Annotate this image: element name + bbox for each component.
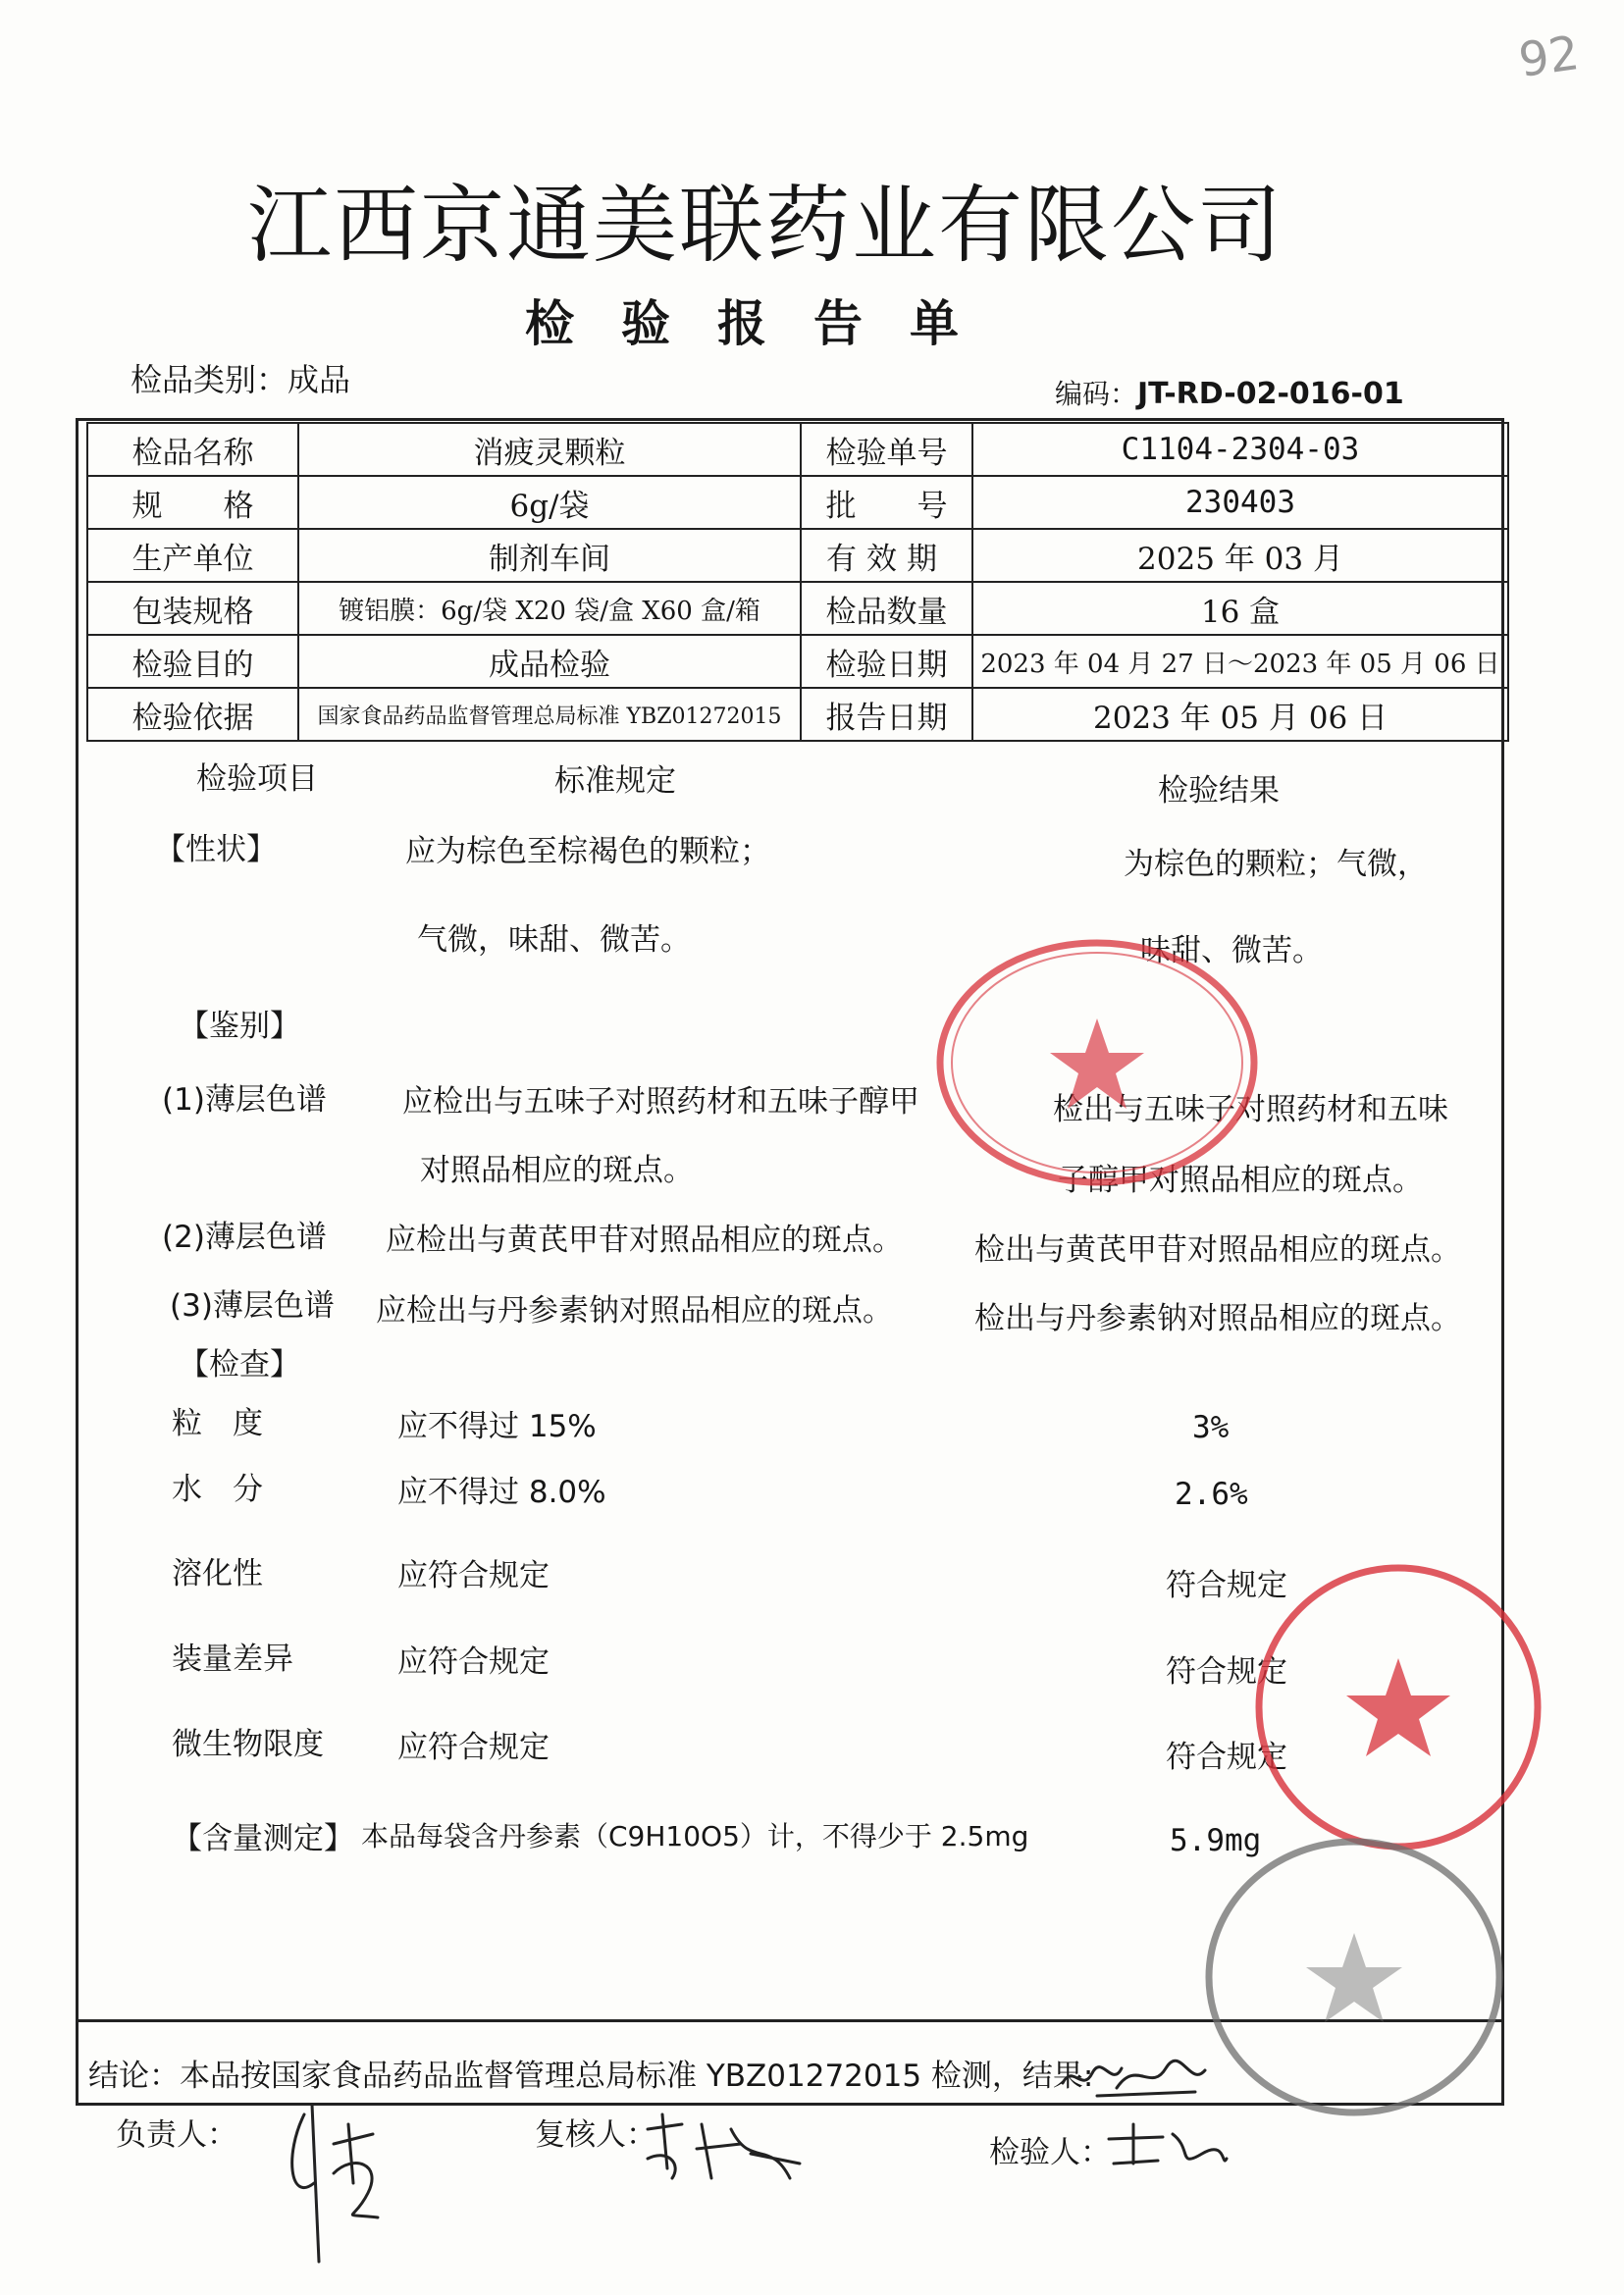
solubility-std: 应符合规定 [397,1558,550,1593]
inspection-title: 【检查】 [179,1347,300,1382]
table-row [87,423,1508,476]
producer-label: 生产单位 [87,529,298,582]
granularity-res: 3% [1192,1410,1230,1445]
table-row [87,635,1508,688]
header-standard: 标准规定 [554,763,676,799]
batch-label: 批 号 [801,476,972,529]
ident-1-std-2: 对照品相应的斑点。 [420,1153,694,1188]
expiry-label: 有效期 [801,529,972,582]
ident-3-name: (3)薄层色谱 [170,1288,335,1324]
responsible-signature [275,2095,402,2267]
ident-1-res-2: 子醇甲对照品相应的斑点。 [1058,1163,1423,1198]
inspector-label: 检验人： [989,2135,1111,2170]
identification-title: 【鉴别】 [179,1009,300,1044]
solubility-res: 符合规定 [1166,1568,1287,1603]
character-title: 【性状】 [155,832,277,867]
page-number: 92 [1515,26,1583,88]
gray-qc-seal-icon [1202,1835,1506,2119]
ident-1-res-1: 检出与五味子对照药材和五味 [1053,1092,1448,1127]
microbial-std: 应符合规定 [397,1730,550,1765]
company-qc-seal-icon [1251,1560,1545,1854]
character-std-2: 气微，味甜、微苦。 [417,922,691,958]
table-row [87,688,1508,741]
granularity-name: 粒 度 [172,1406,263,1441]
code-value: JT-RD-02-016-01 [1137,377,1404,411]
inspector-signature [1104,2119,1231,2178]
spec-label: 规 格 [87,476,298,529]
ident-2-name: (2)薄层色谱 [162,1220,327,1255]
spec-value: 6g/袋 [298,476,801,529]
test-date-value: 2023 年 04 月 27 日～2023 年 05 月 06 日 [972,635,1508,688]
product-name-label: 检品名称 [87,423,298,476]
moisture-res: 2.6% [1175,1477,1248,1512]
document-code [1055,373,1404,412]
basis-value: 国家食品药品监督管理总局标准 YBZ01272015 [298,688,801,741]
hospital-seal-icon [930,930,1264,1195]
table-row [87,476,1508,529]
fill-variance-name: 装量差异 [172,1642,293,1677]
package-label: 包装规格 [87,582,298,635]
table-row [87,582,1508,635]
microbial-name: 微生物限度 [172,1727,324,1762]
test-date-label: 检验日期 [801,635,972,688]
ident-3-res: 检出与丹参素钠对照品相应的斑点。 [974,1301,1461,1336]
character-std-1: 应为棕色至棕褐色的颗粒； [405,834,770,869]
batch-value: 230403 [972,476,1508,529]
character-res-1: 为棕色的颗粒；气微， [1124,847,1428,882]
info-table [86,422,1509,742]
purpose-label: 检验目的 [87,635,298,688]
report-date-value: 2023 年 05 月 06 日 [972,688,1508,741]
report-title: 检验报告单 [525,294,1006,352]
moisture-std: 应不得过 8.0% [397,1475,606,1510]
ident-2-std: 应检出与黄芪甲苷对照品相应的斑点。 [386,1223,903,1258]
fill-variance-std: 应符合规定 [397,1644,550,1680]
character-res-2: 味甜、微苦。 [1140,933,1323,968]
purpose-value: 成品检验 [298,635,801,688]
package-value: 镀铝膜：6g/袋 X20 袋/盒 X60 盒/箱 [298,582,801,635]
ident-3-std: 应检出与丹参素钠对照品相应的斑点。 [376,1293,893,1329]
report-no-label: 检验单号 [801,423,972,476]
conclusion-text: 结论：本品按国家食品药品监督管理总局标准 YBZ01272015 检测，结果: [88,2059,1094,2094]
product-category [131,355,350,400]
ident-2-res: 检出与黄芪甲苷对照品相应的斑点。 [974,1232,1461,1268]
category-label: 检品类别： [131,361,288,398]
microbial-res: 符合规定 [1166,1740,1287,1775]
quantity-value: 16 盒 [972,582,1508,635]
conclusion-signature [1058,2049,1215,2108]
code-label: 编码： [1055,378,1138,410]
ident-1-name: (1)薄层色谱 [162,1082,327,1118]
basis-label: 检验依据 [87,688,298,741]
report-no-value: C1104-2304-03 [972,423,1508,476]
expiry-value: 2025 年 03 月 [972,529,1508,582]
header-item: 检验项目 [196,761,318,797]
table-row [87,529,1508,582]
assay-res: 5.9mg [1170,1823,1262,1858]
category-value: 成品 [288,361,351,398]
header-result: 检验结果 [1158,773,1280,808]
report-date-label: 报告日期 [801,688,972,741]
quantity-label: 检品数量 [801,582,972,635]
reviewer-label: 复核人： [535,2117,656,2153]
moisture-name: 水 分 [172,1472,263,1507]
fill-variance-res: 符合规定 [1166,1654,1287,1690]
producer-value: 制剂车间 [298,529,801,582]
assay-std: 本品每袋含丹参素（C9H10O5）计，不得少于 2.5mg [361,1820,1029,1852]
responsible-label: 负责人： [116,2117,237,2153]
assay-title: 【含量测定】 [172,1821,354,1856]
granularity-std: 应不得过 15% [397,1409,597,1444]
reviewer-signature [643,2110,810,2188]
ident-1-std-1: 应检出与五味子对照药材和五味子醇甲 [402,1084,919,1120]
company-title: 江西京通美联药业有限公司 [247,177,1283,275]
product-name-value: 消疲灵颗粒 [298,423,801,476]
solubility-name: 溶化性 [172,1556,263,1591]
